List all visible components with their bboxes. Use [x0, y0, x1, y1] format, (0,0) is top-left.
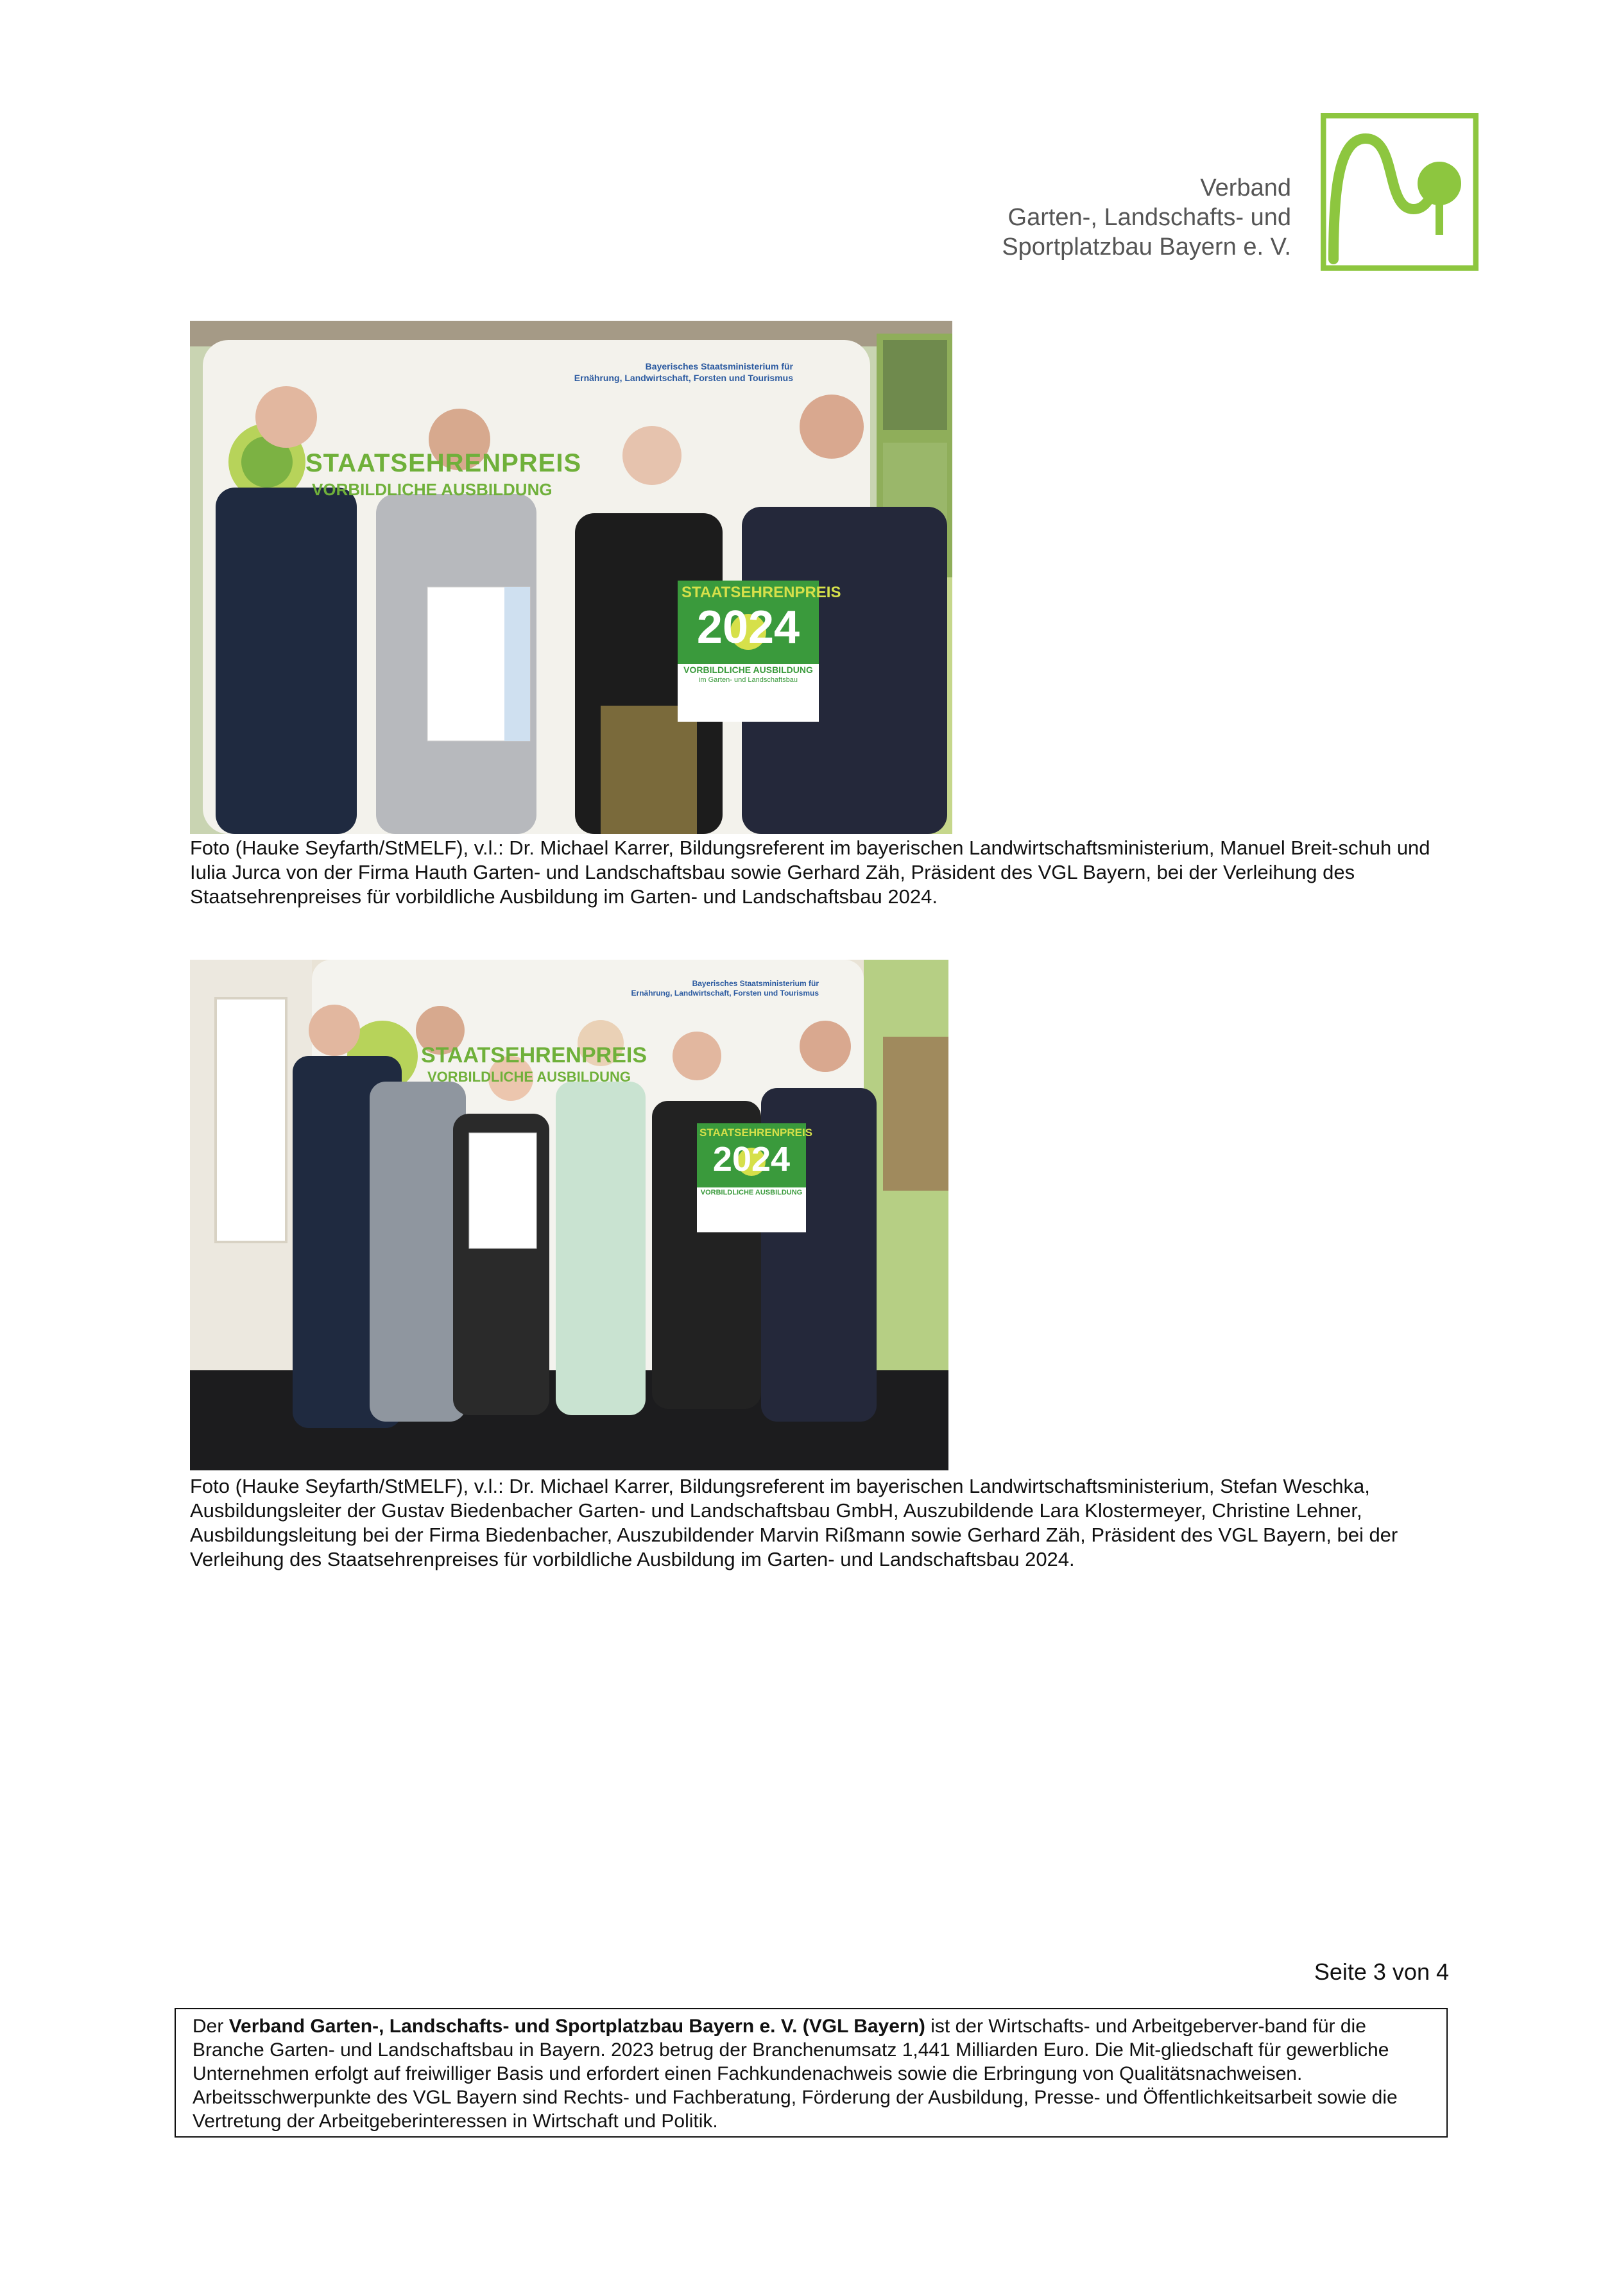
photo-caption-1: Foto (Hauke Seyfarth/StMELF), v.l.: Dr. Michael Karrer, Bildungsreferent im bayerischen Landwirtschaftsministerium, Manuel Breit-schuh und Iulia Jurca von der Firma Hauth Garten- und Landschaftsbau sowie Gerhard Zäh, Präsident des VGL Bayern, bei der Verleihung des Staatsehrenpreises für vorbildliche Ausbildung im Garten- und Landschaftsbau 2024. — [190, 837, 1430, 908]
org-line-2: Garten-, Landschafts- und — [1007, 204, 1291, 231]
ministry-line-2: Ernährung, Landwirtschaft, Forsten und Tourismus — [631, 989, 819, 998]
page-number: Seite 3 von 4 — [1314, 1959, 1449, 1985]
sign-title-2: STAATSEHRENPREIS — [699, 1127, 813, 1139]
ministry-banner-1 — [524, 361, 793, 384]
footer-prefix: Der — [193, 2016, 229, 2037]
sign-year-2: 2024 — [712, 1140, 791, 1178]
banner-title-1: STAATSEHRENPREIS — [305, 449, 582, 477]
sign-sub1-2: VORBILDLICHE AUSBILDUNG — [700, 1189, 803, 1196]
sign-sub2-1: im Garten- und Landschaftsbau — [698, 676, 798, 684]
sign-sub1-1: VORBILDLICHE AUSBILDUNG — [683, 665, 813, 675]
banner-subtitle-2: VORBILDLICHE AUSBILDUNG — [427, 1069, 631, 1085]
award-photo-2 — [190, 960, 948, 1470]
banner-subtitle-1: VORBILDLICHE AUSBILDUNG — [312, 480, 553, 499]
footer-org-name: Verband Garten-, Landschafts- und Sportplatzbau Bayern e. V. (VGL Bayern) — [228, 2016, 925, 2037]
org-line-3: Sportplatzbau Bayern e. V. — [1002, 234, 1291, 260]
ministry-line-2: Ernährung, Landwirtschaft, Forsten und Tourismus — [574, 373, 793, 383]
vgl-logo — [1321, 113, 1479, 271]
banner-title-2: STAATSEHRENPREIS — [421, 1043, 647, 1067]
ministry-line-1: Bayerisches Staatsministerium für — [645, 361, 793, 371]
sign-title-1: STAATSEHRENPREIS — [681, 584, 841, 601]
ministry-line-1: Bayerisches Staatsministerium für — [692, 979, 819, 988]
photo-caption-2: Foto (Hauke Seyfarth/StMELF), v.l.: Dr. Michael Karrer, Bildungsreferent im bayerischen Landwirtschaftsministerium, Stefan Weschka, Ausbildungsleiter der Gustav Biedenbacher Garten- und Landschaftsbau GmbH, Auszubildende Lara Klostermeyer, Christine Lehner, Ausbildungsleitung bei der Firma Biedenbacher, Auszubildender Marvin Rißmann sowie Gerhard Zäh, Präsident des VGL Bayern, bei der Verleihung des Staatsehrenpreises für vorbildliche Ausbildung im Garten- und Landschaftsbau 2024. — [190, 1475, 1398, 1570]
ministry-banner-2 — [601, 979, 819, 998]
footer-text: ist der Wirtschafts- und Arbeitgeberver-band für die Branche Garten- und Landschaftsbau in Bayern. 2023 betrug der Branchenumsatz 1,441 Milliarden Euro. Die Mit-gliedschaft für gewerbliche Unternehmen erfolgt auf freiwilliger Basis und erfordert einen Fachkundenachweis sowie die Erbringung von Qualitätsnachweisen. Arbeitsschwerpunkte des VGL Bayern sind Rechts- und Fachberatung, Förderung der Ausbildung, Presse- und Öffentlichkeitsarbeit sowie die Vertretung der Arbeitgeberinteressen in Wirtschaft und Politik. — [193, 2016, 1398, 2132]
organization-name — [1002, 173, 1291, 262]
org-line-1: Verband — [1200, 174, 1291, 201]
sign-year-1: 2024 — [696, 602, 800, 653]
footer-about-box — [175, 2008, 1448, 2138]
award-photo-1 — [190, 321, 952, 834]
